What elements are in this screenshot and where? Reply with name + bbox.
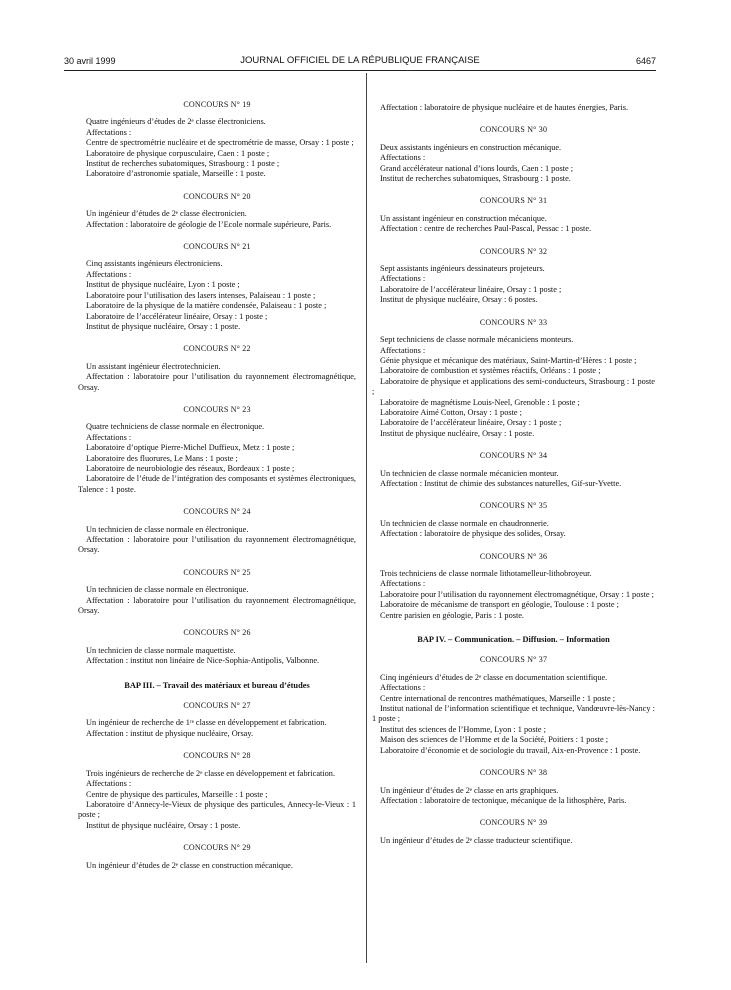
header-date: 30 avril 1999: [64, 56, 116, 66]
text-line: Laboratoire de l’étude de l’intégration des composants et systèmes électroniques, Talence : 1 poste.: [78, 474, 356, 494]
text-line: Laboratoire d’astronomie spatiale, Marseille : 1 poste.: [86, 169, 266, 179]
text-line: Laboratoire pour l’utilisation du rayonnement électromagnétique, Orsay : 1 poste ;: [380, 589, 654, 599]
text-line: Un technicien de classe normale mécanicien monteur.: [380, 468, 559, 478]
concours-title: CONCOURS N° 28: [183, 751, 251, 761]
text-line: Laboratoire d’Annecy-le-Vieux de physique des particules, Annecy-le-Vieux : 1 poste ;: [78, 799, 356, 820]
concours-block: [372, 318, 655, 439]
text-line: Un ingénieur d’études de 2ᵉ classe en construction mécanique.: [86, 860, 293, 870]
header-journal-title: JOURNAL OFFICIEL DE LA RÉPUBLIQUE FRANÇAISE: [240, 55, 480, 66]
concours-block: [372, 818, 655, 846]
text-line: Laboratoire de la physique de la matière condensée, Palaiseau : 1 poste ;: [86, 301, 327, 311]
text-line: Affectation : institut de physique nucléaire, Orsay.: [86, 728, 254, 738]
text-line: Affectations :: [86, 432, 132, 442]
text-line: Institut de physique nucléaire, Orsay : 1 poste.: [86, 820, 241, 830]
text-line: Un technicien de classe normale en électronique.: [86, 585, 249, 595]
text-line: Institut national de l’information scientifique et technique, Vandœuvre-lès-Nancy : 1 poste ;: [372, 704, 655, 724]
section-heading: BAP IV. – Communication. – Diffusion. – Information: [417, 635, 610, 645]
concours-block: [372, 103, 655, 113]
text-line: Un ingénieur d’études de 2ᵉ classe traducteur scientifique.: [380, 835, 573, 845]
concours-block: [78, 701, 356, 739]
text-line: Un technicien de classe normale maquettiste.: [86, 645, 236, 655]
concours-block: [78, 507, 356, 556]
concours-title: CONCOURS N° 36: [479, 551, 548, 561]
concours-block: [78, 100, 356, 180]
text-line: Affectation : laboratoire pour l’utilisation du rayonnement électromagnétique, Orsay.: [78, 535, 356, 555]
text-line: Institut de physique nucléaire, Orsay : 1 poste.: [86, 321, 241, 331]
text-line: Un assistant ingénieur en construction mécanique.: [380, 213, 547, 223]
text-line: Institut de physique nucléaire, Orsay : 6 postes.: [380, 295, 538, 305]
text-line: Laboratoire des fluorures, Le Mans : 1 poste ;: [86, 453, 238, 463]
text-line: Affectation : centre de recherches Paul-Pascal, Pessac : 1 poste.: [380, 224, 592, 234]
concours-block: [78, 344, 356, 393]
text-line: Laboratoire de physique et applications des semi-conducteurs, Strasbourg : 1 poste ;: [372, 376, 655, 397]
text-line: Affectations :: [86, 127, 132, 137]
text-line: Affectations :: [380, 153, 426, 163]
concours-title: CONCOURS N° 32: [479, 246, 548, 256]
text-line: Affectations :: [86, 269, 132, 279]
text-line: Institut de physique nucléaire, Orsay : 1 poste.: [380, 428, 535, 438]
text-line: Cinq assistants ingénieurs électroniciens.: [86, 259, 223, 269]
text-line: Quatre techniciens de classe normale en électronique.: [86, 422, 265, 432]
concours-title: CONCOURS N° 19: [183, 100, 251, 109]
text-line: Centre de spectrométrie nucléaire et de spectrométrie de masse, Orsay : 1 poste ;: [86, 138, 354, 148]
concours-title: CONCOURS N° 25: [183, 567, 251, 577]
concours-block: [78, 405, 356, 495]
text-line: Centre parisien en géologie, Paris : 1 poste.: [380, 610, 525, 620]
text-line: Laboratoire d’économie et de sociologie du travail, Aix-en-Provence : 1 poste.: [380, 745, 641, 755]
concours-title: CONCOURS N° 31: [479, 196, 548, 206]
section-heading: BAP III. – Travail des matériaux et bureau d’études: [124, 680, 310, 690]
text-line: Laboratoire de l’accélérateur linéaire, Orsay : 1 poste ;: [380, 418, 562, 428]
text-line: Un ingénieur de recherche de 1ʳᵉ classe en développement et fabrication.: [86, 718, 327, 728]
concours-block: [372, 451, 655, 489]
text-line: Centre de physique des particules, Marseille : 1 poste ;: [86, 789, 268, 799]
text-line: Affectations :: [86, 779, 132, 789]
text-line: Sept techniciens de classe normale mécaniciens monteurs.: [380, 335, 574, 345]
concours-title: CONCOURS N° 26: [183, 628, 251, 638]
text-line: Affectation : laboratoire de géologie de l’Ecole normale supérieure, Paris.: [86, 219, 332, 229]
text-line: Laboratoire de mécanisme de transport en géologie, Toulouse : 1 poste ;: [380, 600, 619, 610]
header-rule: [64, 70, 656, 71]
concours-block: [372, 125, 655, 184]
text-line: Laboratoire de l’accélérateur linéaire, Orsay : 1 poste ;: [380, 284, 562, 294]
concours-title: CONCOURS N° 27: [183, 701, 251, 711]
text-line: Quatre ingénieurs d’études de 2ᵉ classe électroniciens.: [86, 117, 266, 127]
text-line: Laboratoire de l’accélérateur linéaire, Orsay : 1 poste ;: [86, 311, 268, 321]
concours-block: [372, 196, 655, 234]
text-line: Institut des sciences de l’Homme, Lyon : 1 poste ;: [380, 724, 546, 734]
concours-title: CONCOURS N° 38: [479, 768, 548, 778]
text-line: Affectations :: [380, 345, 426, 355]
text-line: Affectations :: [380, 579, 426, 589]
text-line: Un assistant ingénieur électrotechnicien.: [86, 361, 221, 371]
text-line: Laboratoire de neurobiologie des réseaux, Bordeaux : 1 poste ;: [86, 463, 295, 473]
page-header: [64, 54, 656, 70]
concours-block: [78, 242, 356, 332]
text-line: Trois ingénieurs de recherche de 2ᵉ classe en développement et fabrication.: [86, 768, 336, 778]
text-line: Affectation : laboratoire de physique des solides, Orsay.: [380, 529, 566, 539]
concours-title: CONCOURS N° 39: [479, 818, 548, 828]
text-line: Génie physique et mécanique des matériaux, Saint-Martin-d’Hères : 1 poste ;: [380, 355, 637, 365]
concours-block: [372, 655, 655, 756]
text-line: Sept assistants ingénieurs dessinateurs projeteurs.: [380, 264, 545, 274]
concours-title: CONCOURS N° 22: [183, 344, 251, 354]
concours-block: [372, 247, 655, 306]
concours-title: CONCOURS N° 30: [479, 125, 548, 135]
text-line: Laboratoire pour l’utilisation des lasers intenses, Palaiseau : 1 poste ;: [86, 290, 316, 300]
concours-title: CONCOURS N° 21: [183, 242, 251, 252]
column-divider: [366, 73, 367, 963]
text-line: Affectation : Institut de chimie des substances naturelles, Gif-sur-Yvette.: [380, 478, 622, 488]
concours-title: CONCOURS N° 20: [183, 191, 251, 201]
concours-block: [78, 192, 356, 230]
text-line: Cinq ingénieurs d’études de 2ᵉ classe en documentation scientifique.: [380, 672, 608, 682]
text-line: Institut de physique nucléaire, Lyon : 1 poste ;: [86, 280, 240, 290]
text-line: Affectation : laboratoire pour l’utilisation du rayonnement électromagnétique, Orsay.: [78, 372, 356, 392]
text-line: Un ingénieur d’études de 2ᵉ classe en arts graphiques.: [380, 785, 559, 795]
concours-title: CONCOURS N° 23: [183, 404, 251, 414]
text-line: Institut de recherches subatomiques, Strasbourg : 1 poste.: [380, 174, 571, 184]
header-page-number: 6467: [635, 56, 656, 66]
concours-title: CONCOURS N° 29: [183, 843, 251, 853]
text-line: Laboratoire de physique corpusculaire, Caen : 1 poste ;: [86, 148, 270, 158]
text-line: Centre international de rencontres mathématiques, Marseille : 1 poste ;: [380, 693, 616, 703]
text-line: Affectations :: [380, 274, 426, 284]
text-line: Trois techniciens de classe normale lithotamelleur-lithobroyeur.: [380, 569, 592, 578]
concours-block: [372, 768, 655, 806]
text-line: Institut de recherches subatomiques, Strasbourg : 1 poste ;: [86, 159, 280, 169]
concours-block: [78, 628, 356, 666]
right-column: [372, 103, 655, 858]
text-line: Maison des sciences de l’Homme et de la Société, Poitiers : 1 poste ;: [380, 735, 609, 745]
text-line: Laboratoire de magnétisme Louis-Neel, Grenoble : 1 poste ;: [380, 397, 580, 407]
left-column: [78, 100, 356, 883]
concours-block: [372, 552, 655, 621]
text-line: Laboratoire de combustion et systèmes réactifs, Orléans : 1 poste ;: [380, 366, 601, 376]
concours-title: CONCOURS N° 35: [479, 501, 548, 511]
concours-title: CONCOURS N° 34: [479, 451, 548, 461]
text-line: Affectation : institut non linéaire de Nice-Sophia-Antipolis, Valbonne.: [86, 656, 320, 666]
concours-title: CONCOURS N° 33: [479, 317, 548, 327]
text-line: Affectation : laboratoire pour l’utilisation du rayonnement électromagnétique, Orsay.: [78, 595, 356, 616]
text-line: Un technicien de classe normale en chaudronnerie.: [380, 518, 549, 528]
concours-title: CONCOURS N° 24: [183, 507, 251, 517]
concours-block: [78, 843, 356, 871]
text-line: Affectations :: [380, 683, 426, 693]
text-line: Un ingénieur d’études de 2ᵉ classe électronicien.: [86, 209, 247, 219]
concours-block: [78, 751, 356, 831]
text-line: Laboratoire d’optique Pierre-Michel Duffieux, Metz : 1 poste ;: [86, 443, 295, 453]
concours-block: [78, 568, 356, 617]
concours-title: CONCOURS N° 37: [479, 655, 548, 665]
text-line: Affectation : laboratoire de physique nucléaire et de hautes énergies, Paris.: [380, 103, 629, 112]
concours-block: [372, 501, 655, 539]
text-line: Laboratoire Aimé Cotton, Orsay : 1 poste ;: [380, 407, 522, 417]
text-line: Affectation : laboratoire de tectonique, mécanique de la lithosphère, Paris.: [380, 795, 627, 805]
text-line: Un technicien de classe normale en électronique.: [86, 524, 249, 534]
text-line: Grand accélérateur national d’ions lourds, Caen : 1 poste ;: [380, 163, 574, 173]
text-line: Deux assistants ingénieurs en construction mécanique.: [380, 142, 562, 152]
